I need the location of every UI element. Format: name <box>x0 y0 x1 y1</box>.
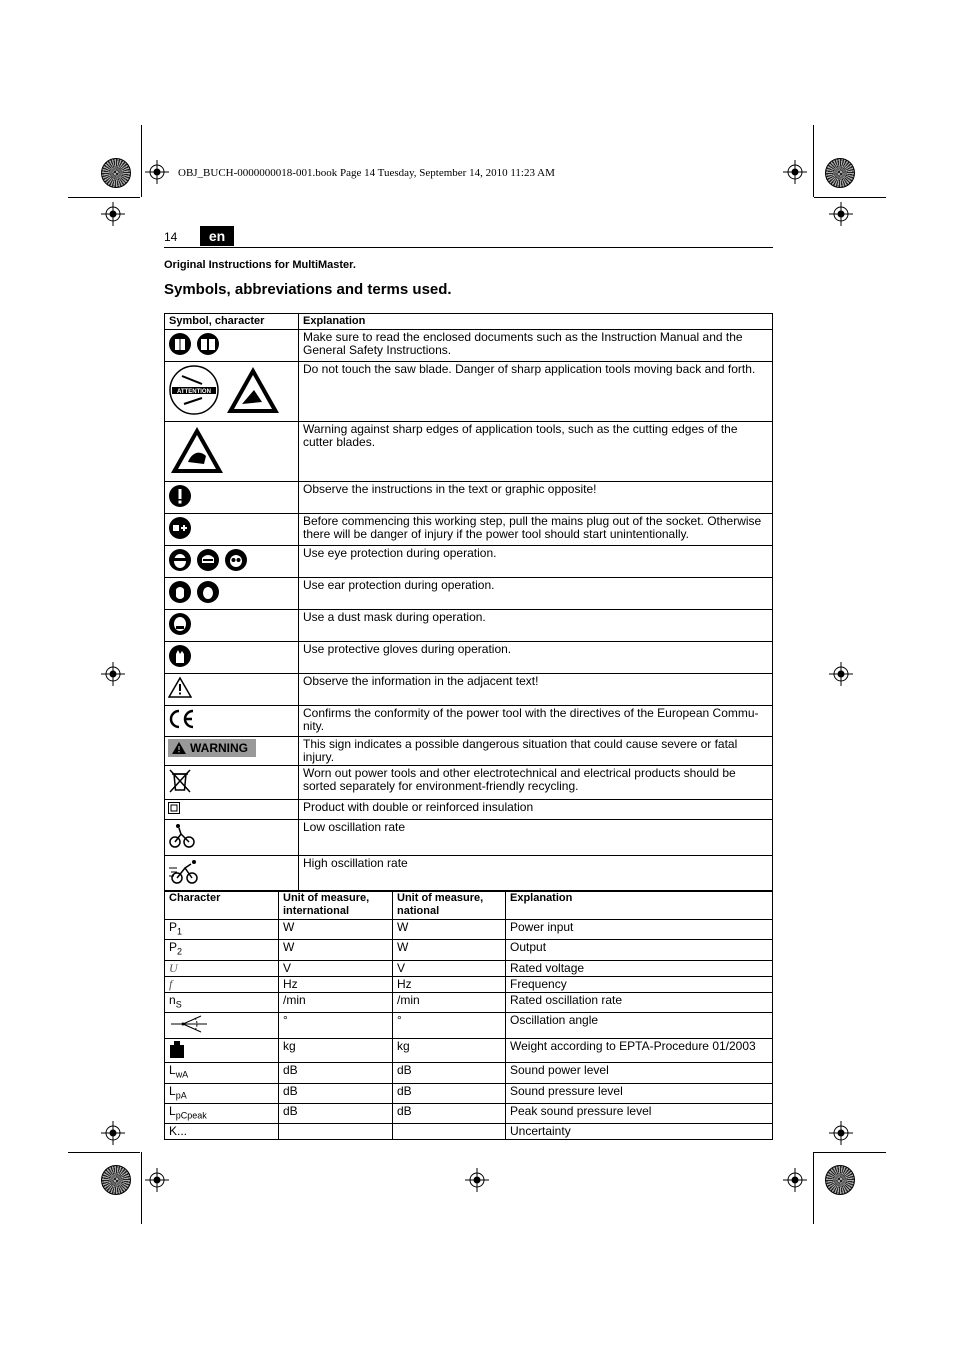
unit-national-cell: W <box>393 940 506 960</box>
warning-label-text: WARNING <box>190 740 248 755</box>
unplug-icon <box>168 516 192 543</box>
unit-international-cell: V <box>279 960 393 976</box>
color-rosette <box>825 1165 855 1195</box>
character-cell <box>165 960 279 976</box>
unit-national-cell: dB <box>393 1083 506 1103</box>
language-tab: en <box>200 226 234 246</box>
low-oscillation-icon <box>168 822 196 853</box>
table-header-row <box>165 314 773 330</box>
unit-national-cell: dB <box>393 1103 506 1123</box>
color-rosette <box>101 158 131 188</box>
color-rosette <box>101 1165 131 1195</box>
explanation-cell: Use protective gloves during operation. <box>299 642 773 674</box>
explanation-cell: Low oscillation rate <box>299 820 773 856</box>
character-subscript: 2 <box>177 946 183 957</box>
table-row <box>165 992 773 1012</box>
table-row <box>165 578 773 610</box>
registration-mark <box>145 160 169 184</box>
goggles-icon <box>224 548 248 575</box>
column-header: Symbol, character <box>165 314 299 330</box>
explanation-cell: Product with double or reinforced insulation <box>299 800 773 820</box>
document-subtitle: Original Instructions for MultiMaster. <box>164 259 356 271</box>
character-symbol: n <box>169 992 176 1007</box>
table-row <box>165 1124 773 1140</box>
explanation-cell: Worn out power tools and other electrotechnical and electrical products should be sorted separately for environment-friendly recycling. <box>299 766 773 800</box>
unit-national-cell <box>393 1124 506 1140</box>
character-subscript: pCpeak <box>175 1110 207 1121</box>
registration-mark <box>101 662 125 686</box>
character-symbol: f <box>169 976 173 991</box>
character-cell <box>165 1103 279 1123</box>
table-row <box>165 856 773 892</box>
page-number: 14 <box>164 230 178 244</box>
character-symbol: P <box>169 940 178 955</box>
explanation-cell: High oscillation rate <box>299 856 773 892</box>
table-row <box>165 674 773 706</box>
symbol-cell <box>165 642 299 674</box>
book-icon <box>196 332 220 359</box>
unit-national-cell: /min <box>393 992 506 1012</box>
symbol-cell <box>165 610 299 642</box>
explanation-cell: Sound pressure level <box>506 1083 773 1103</box>
unit-national-cell: dB <box>393 1063 506 1083</box>
character-cell <box>165 940 279 960</box>
explanation-cell: Frequency <box>506 976 773 992</box>
registration-mark <box>829 662 853 686</box>
high-oscillation-icon <box>168 858 202 889</box>
table-row <box>165 920 773 940</box>
unit-national-cell: ° <box>393 1013 506 1039</box>
table-row <box>165 362 773 422</box>
table-row <box>165 514 773 546</box>
character-cell <box>165 1013 279 1039</box>
unit-national-cell: W <box>393 920 506 940</box>
table-row <box>165 766 773 800</box>
explanation-cell: Observe the instructions in the text or graphic opposite! <box>299 482 773 514</box>
character-cell <box>165 1124 279 1140</box>
color-rosette <box>825 158 855 188</box>
registration-mark <box>145 1168 169 1192</box>
header-rule <box>164 247 773 248</box>
gloves-icon <box>168 644 192 671</box>
symbol-cell <box>165 546 299 578</box>
warning-label <box>168 739 256 757</box>
weee-bin-icon <box>168 768 192 797</box>
unit-international-cell: W <box>279 940 393 960</box>
explanation-cell: Confirms the conformity of the power tool with the directives of the European Commu-nity. <box>299 706 773 737</box>
symbol-cell <box>165 330 299 362</box>
oscillation-angle-icon <box>169 1023 209 1037</box>
column-header: Unit of measure, national <box>393 891 506 920</box>
symbol-cell <box>165 737 299 766</box>
symbol-cell <box>165 362 299 422</box>
table-row <box>165 1039 773 1063</box>
explanation-cell: Output <box>506 940 773 960</box>
face-shield-icon <box>196 548 220 575</box>
ear-muffs-icon <box>196 580 220 607</box>
unit-international-cell: W <box>279 920 393 940</box>
explanation-cell: Peak sound pressure level <box>506 1103 773 1123</box>
weight-icon <box>169 1047 185 1061</box>
registration-mark <box>101 1121 125 1145</box>
explanation-cell: Use a dust mask during operation. <box>299 610 773 642</box>
symbol-cell <box>165 766 299 800</box>
table-row <box>165 610 773 642</box>
section-heading: Symbols, abbreviations and terms used. <box>164 281 452 298</box>
sharp-edges-warning-icon <box>168 424 226 479</box>
eye-protection-icon <box>168 548 192 575</box>
table-header-row <box>165 891 773 920</box>
unit-national-cell: Hz <box>393 976 506 992</box>
unit-international-cell: Hz <box>279 976 393 992</box>
table-row <box>165 940 773 960</box>
attention-saw-icon <box>168 364 220 419</box>
registration-mark <box>783 1168 807 1192</box>
explanation-cell: This sign indicates a possible dangerous situation that could cause severe or fatal injury. <box>299 737 773 766</box>
table-row <box>165 642 773 674</box>
explanation-cell: Power input <box>506 920 773 940</box>
table-row <box>165 330 773 362</box>
character-cell <box>165 1083 279 1103</box>
svg-text:ATTENTION: ATTENTION <box>177 389 211 395</box>
character-symbol: L <box>169 1103 176 1118</box>
unit-national-cell: V <box>393 960 506 976</box>
explanation-cell: Oscillation angle <box>506 1013 773 1039</box>
symbol-cell <box>165 674 299 706</box>
warning-triangle-icon <box>168 676 192 701</box>
table-row <box>165 422 773 482</box>
registration-mark <box>783 160 807 184</box>
character-symbol: K... <box>169 1124 188 1139</box>
symbols-table <box>164 313 773 892</box>
table-row <box>165 800 773 820</box>
mandatory-instruction-icon <box>168 484 192 511</box>
symbol-cell <box>165 820 299 856</box>
symbol-cell <box>165 856 299 892</box>
explanation-cell: Do not touch the saw blade. Danger of sharp application tools moving back and forth. <box>299 362 773 422</box>
character-cell <box>165 920 279 940</box>
unit-international-cell: /min <box>279 992 393 1012</box>
column-header: Unit of measure, international <box>279 891 393 920</box>
saw-blade-warning-icon <box>224 364 282 419</box>
table-row <box>165 1063 773 1083</box>
read-manual-icon <box>168 332 192 359</box>
registration-mark <box>829 202 853 226</box>
character-symbol: L <box>169 1063 176 1078</box>
character-cell <box>165 976 279 992</box>
unit-international-cell: kg <box>279 1039 393 1063</box>
character-cell <box>165 1063 279 1083</box>
character-subscript: pA <box>175 1089 187 1100</box>
ce-mark-icon <box>168 708 196 733</box>
table-row <box>165 820 773 856</box>
table-row <box>165 1103 773 1123</box>
character-subscript: 1 <box>177 926 183 937</box>
column-header: Explanation <box>299 314 773 330</box>
explanation-cell: Observe the information in the adjacent text! <box>299 674 773 706</box>
dust-mask-icon <box>168 612 192 639</box>
character-symbol: L <box>169 1083 176 1098</box>
column-header: Explanation <box>506 891 773 920</box>
unit-international-cell: dB <box>279 1083 393 1103</box>
character-subscript: wA <box>175 1069 189 1080</box>
explanation-cell: Before commencing this working step, pull the mains plug out of the socket. Otherwise there will be danger of injury if the power tool should start unintentionally. <box>299 514 773 546</box>
ear-protection-icon <box>168 580 192 607</box>
character-cell <box>165 1039 279 1063</box>
table-row <box>165 546 773 578</box>
registration-mark <box>465 1168 489 1192</box>
character-symbol: P <box>169 920 178 934</box>
explanation-cell: Rated oscillation rate <box>506 992 773 1012</box>
column-header: Character <box>165 891 279 920</box>
explanation-cell: Warning against sharp edges of application tools, such as the cutting edges of the cutter blades. <box>299 422 773 482</box>
symbol-cell <box>165 482 299 514</box>
symbol-cell <box>165 578 299 610</box>
unit-international-cell: ° <box>279 1013 393 1039</box>
explanation-cell: Uncertainty <box>506 1124 773 1140</box>
table-row <box>165 960 773 976</box>
explanation-cell: Use ear protection during operation. <box>299 578 773 610</box>
explanation-cell: Make sure to read the enclosed documents such as the Instruction Manual and the General Safety Instructions. <box>299 330 773 362</box>
symbol-cell <box>165 514 299 546</box>
unit-national-cell: kg <box>393 1039 506 1063</box>
symbol-cell <box>165 706 299 737</box>
print-header: OBJ_BUCH-0000000018-001.book Page 14 Tuesday, September 14, 2010 11:23 AM <box>178 167 555 179</box>
table-row <box>165 1013 773 1039</box>
double-insulation-icon <box>168 802 180 817</box>
explanation-cell: Weight according to EPTA-Procedure 01/2003 <box>506 1039 773 1063</box>
symbol-cell <box>165 422 299 482</box>
explanation-cell: Use eye protection during operation. <box>299 546 773 578</box>
character-cell <box>165 992 279 1012</box>
unit-international-cell <box>279 1124 393 1140</box>
table-row <box>165 737 773 766</box>
registration-mark <box>829 1121 853 1145</box>
unit-international-cell: dB <box>279 1063 393 1083</box>
table-row <box>165 706 773 737</box>
symbol-cell <box>165 800 299 820</box>
character-subscript: S <box>175 999 182 1010</box>
table-row <box>165 1083 773 1103</box>
table-row <box>165 976 773 992</box>
explanation-cell: Rated voltage <box>506 960 773 976</box>
characters-table <box>164 890 773 1140</box>
table-row <box>165 482 773 514</box>
unit-international-cell: dB <box>279 1103 393 1123</box>
character-symbol: U <box>169 960 178 975</box>
registration-mark <box>101 202 125 226</box>
explanation-cell: Sound power level <box>506 1063 773 1083</box>
